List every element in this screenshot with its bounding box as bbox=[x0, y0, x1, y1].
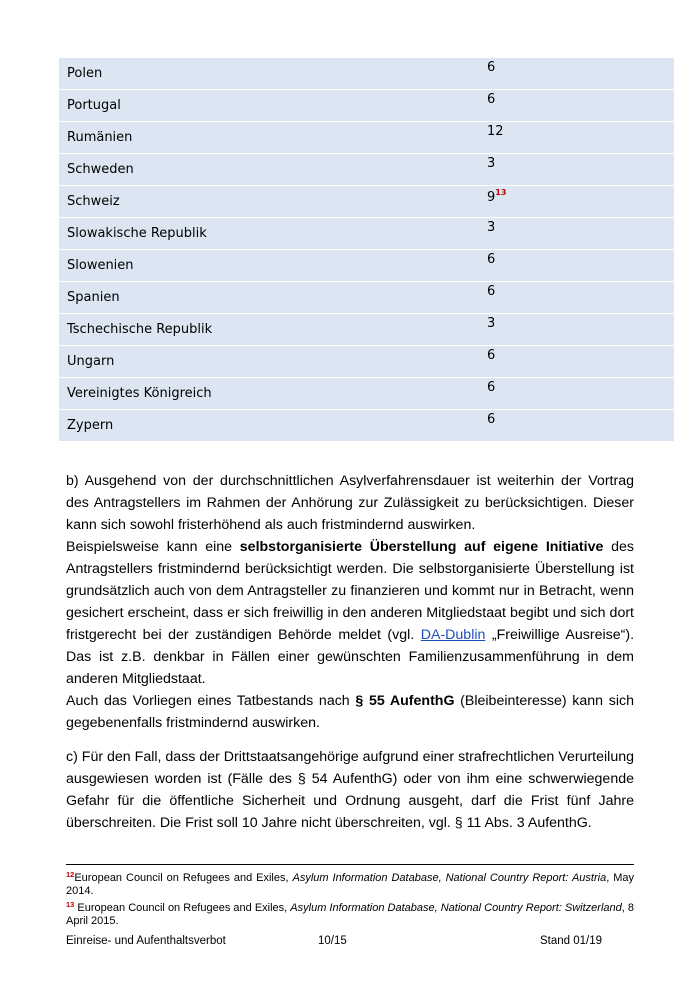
country-value bbox=[487, 412, 495, 427]
paragraph-c bbox=[66, 746, 634, 834]
country-value bbox=[487, 156, 495, 171]
table-row bbox=[59, 378, 674, 410]
table-row bbox=[59, 346, 674, 378]
value-text: 3 bbox=[487, 220, 496, 235]
country-name: Ungarn bbox=[67, 354, 115, 369]
footnote-number: 13 bbox=[66, 900, 75, 909]
paragraph-b2-pre: Beispielsweise kann eine bbox=[66, 539, 240, 555]
table-row bbox=[59, 282, 674, 314]
da-dublin-link[interactable]: DA-Dublin bbox=[420, 627, 486, 643]
table-row bbox=[59, 154, 674, 186]
paragraph-c-text: c) Für den Fall, dass der Drittstaatsangehörige aufgrund einer strafrechtlichen Verurteilung ausgewiesen worden ist (Fälle des § 54 AufenthG) oder von ihm eine schwerwiegende Gefahr für die öffentliche Sicherheit und Ordnung ausgeht, darf die Frist fünf Jahre überschreiten. Die Frist soll 10 Jahre nicht überschreiten, vgl. § 11 Abs. 3 AufenthG. bbox=[66, 749, 634, 831]
country-name: Portugal bbox=[67, 98, 121, 113]
paragraph-b bbox=[66, 470, 634, 734]
table-row bbox=[59, 314, 674, 346]
table-row bbox=[59, 410, 674, 442]
paragraph-b2-bold: selbstorganisierte Überstellung auf eigene Initiative bbox=[239, 539, 604, 555]
footnote-ref: 13 bbox=[495, 188, 507, 197]
paragraph-b2-post2: „Freiwillige Ausreise“). Das ist z.B. denkbar in Fällen einer gewünschten Familienzusammenführung in dem anderen Mitgliedstaat. bbox=[66, 627, 635, 687]
table-row bbox=[59, 250, 674, 282]
footnote-text: European Council on Refugees and Exiles, bbox=[74, 902, 291, 914]
country-value bbox=[487, 60, 495, 75]
country-value bbox=[487, 188, 506, 205]
value-text: 3 bbox=[487, 316, 496, 331]
footnotes bbox=[66, 868, 634, 928]
footnote-date: , 8 April 2015. bbox=[66, 902, 635, 927]
country-name: Rumänien bbox=[67, 130, 133, 145]
table-row bbox=[59, 122, 674, 154]
country-value bbox=[487, 92, 495, 107]
country-name: Vereinigtes Königreich bbox=[67, 386, 212, 401]
paragraph-b-text: b) Ausgehend von der durchschnittlichen Asylverfahrensdauer ist weiterhin der Vortrag des Antragstellers im Rahmen der Anhörung zur Zulässigkeit zu berücksichtigen. Dieser kann sich sowohl fristerhöhend als auch fristmindernd auswirken. bbox=[66, 473, 634, 533]
footnote-date: , May 2014. bbox=[66, 872, 634, 897]
value-text: 6 bbox=[487, 60, 496, 75]
country-name: Schweden bbox=[67, 162, 134, 177]
country-value bbox=[487, 348, 495, 363]
country-name: Schweiz bbox=[67, 194, 120, 209]
country-name: Polen bbox=[67, 66, 103, 81]
footer-date: Stand 01/19 bbox=[540, 935, 603, 947]
table-row bbox=[59, 90, 674, 122]
table-row bbox=[59, 218, 674, 250]
paragraph-b3-pre: Auch das Vorliegen eines Tatbestands nach bbox=[66, 693, 356, 709]
paragraph-b3-bold: § 55 AufenthG bbox=[355, 693, 455, 709]
value-text: 6 bbox=[487, 92, 496, 107]
country-value bbox=[487, 124, 504, 139]
footnote-title: Asylum Information Database, National Country Report: Austria bbox=[292, 872, 607, 884]
footnote-13 bbox=[66, 898, 634, 928]
value-text: 3 bbox=[487, 156, 496, 171]
page-number: 10/15 bbox=[318, 935, 347, 947]
footnote-number: 12 bbox=[66, 870, 75, 879]
footnote-divider bbox=[66, 864, 634, 865]
country-table bbox=[59, 58, 674, 442]
footnote-12 bbox=[66, 868, 634, 898]
footer-title: Einreise- und Aufenthaltsverbot bbox=[66, 935, 226, 947]
country-value bbox=[487, 316, 495, 331]
country-name: Tschechische Republik bbox=[67, 322, 213, 337]
value-text: 6 bbox=[487, 412, 496, 427]
country-value bbox=[487, 284, 495, 299]
country-name: Spanien bbox=[67, 290, 120, 305]
country-name: Slowenien bbox=[67, 258, 134, 273]
value-text: 6 bbox=[487, 348, 496, 363]
table-row bbox=[59, 186, 674, 218]
footnote-text: European Council on Refugees and Exiles, bbox=[74, 872, 293, 884]
country-value bbox=[487, 220, 495, 235]
country-name: Zypern bbox=[67, 418, 114, 433]
value-text: 6 bbox=[487, 380, 496, 395]
country-value bbox=[487, 380, 495, 395]
country-name: Slowakische Republik bbox=[67, 226, 207, 241]
footnote-title: Asylum Information Database, National Country Report: Switzerland bbox=[290, 902, 622, 914]
paragraph-b3-post: (Bleibeinteresse) kann sich gegebenenfalls fristmindernd auswirken. bbox=[66, 693, 634, 731]
value-text: 6 bbox=[487, 284, 496, 299]
value-text: 9 bbox=[487, 190, 496, 205]
table-row bbox=[59, 58, 674, 90]
value-text: 12 bbox=[487, 124, 504, 139]
paragraph-b2-post: des Antragstellers fristmindernd berücksichtigt werden. Die selbstorganisierte Überstellung ist grundsätzlich auch von dem Antragsteller zu finanzieren und kommt nur in Betracht, wenn gesichert erscheint, dass er sich freiwillig in den anderen Mitgliedstaat begibt und sich dort fristgerecht bei der zuständigen Behörde meldet (vgl. bbox=[66, 539, 634, 643]
country-value bbox=[487, 252, 495, 267]
value-text: 6 bbox=[487, 252, 496, 267]
